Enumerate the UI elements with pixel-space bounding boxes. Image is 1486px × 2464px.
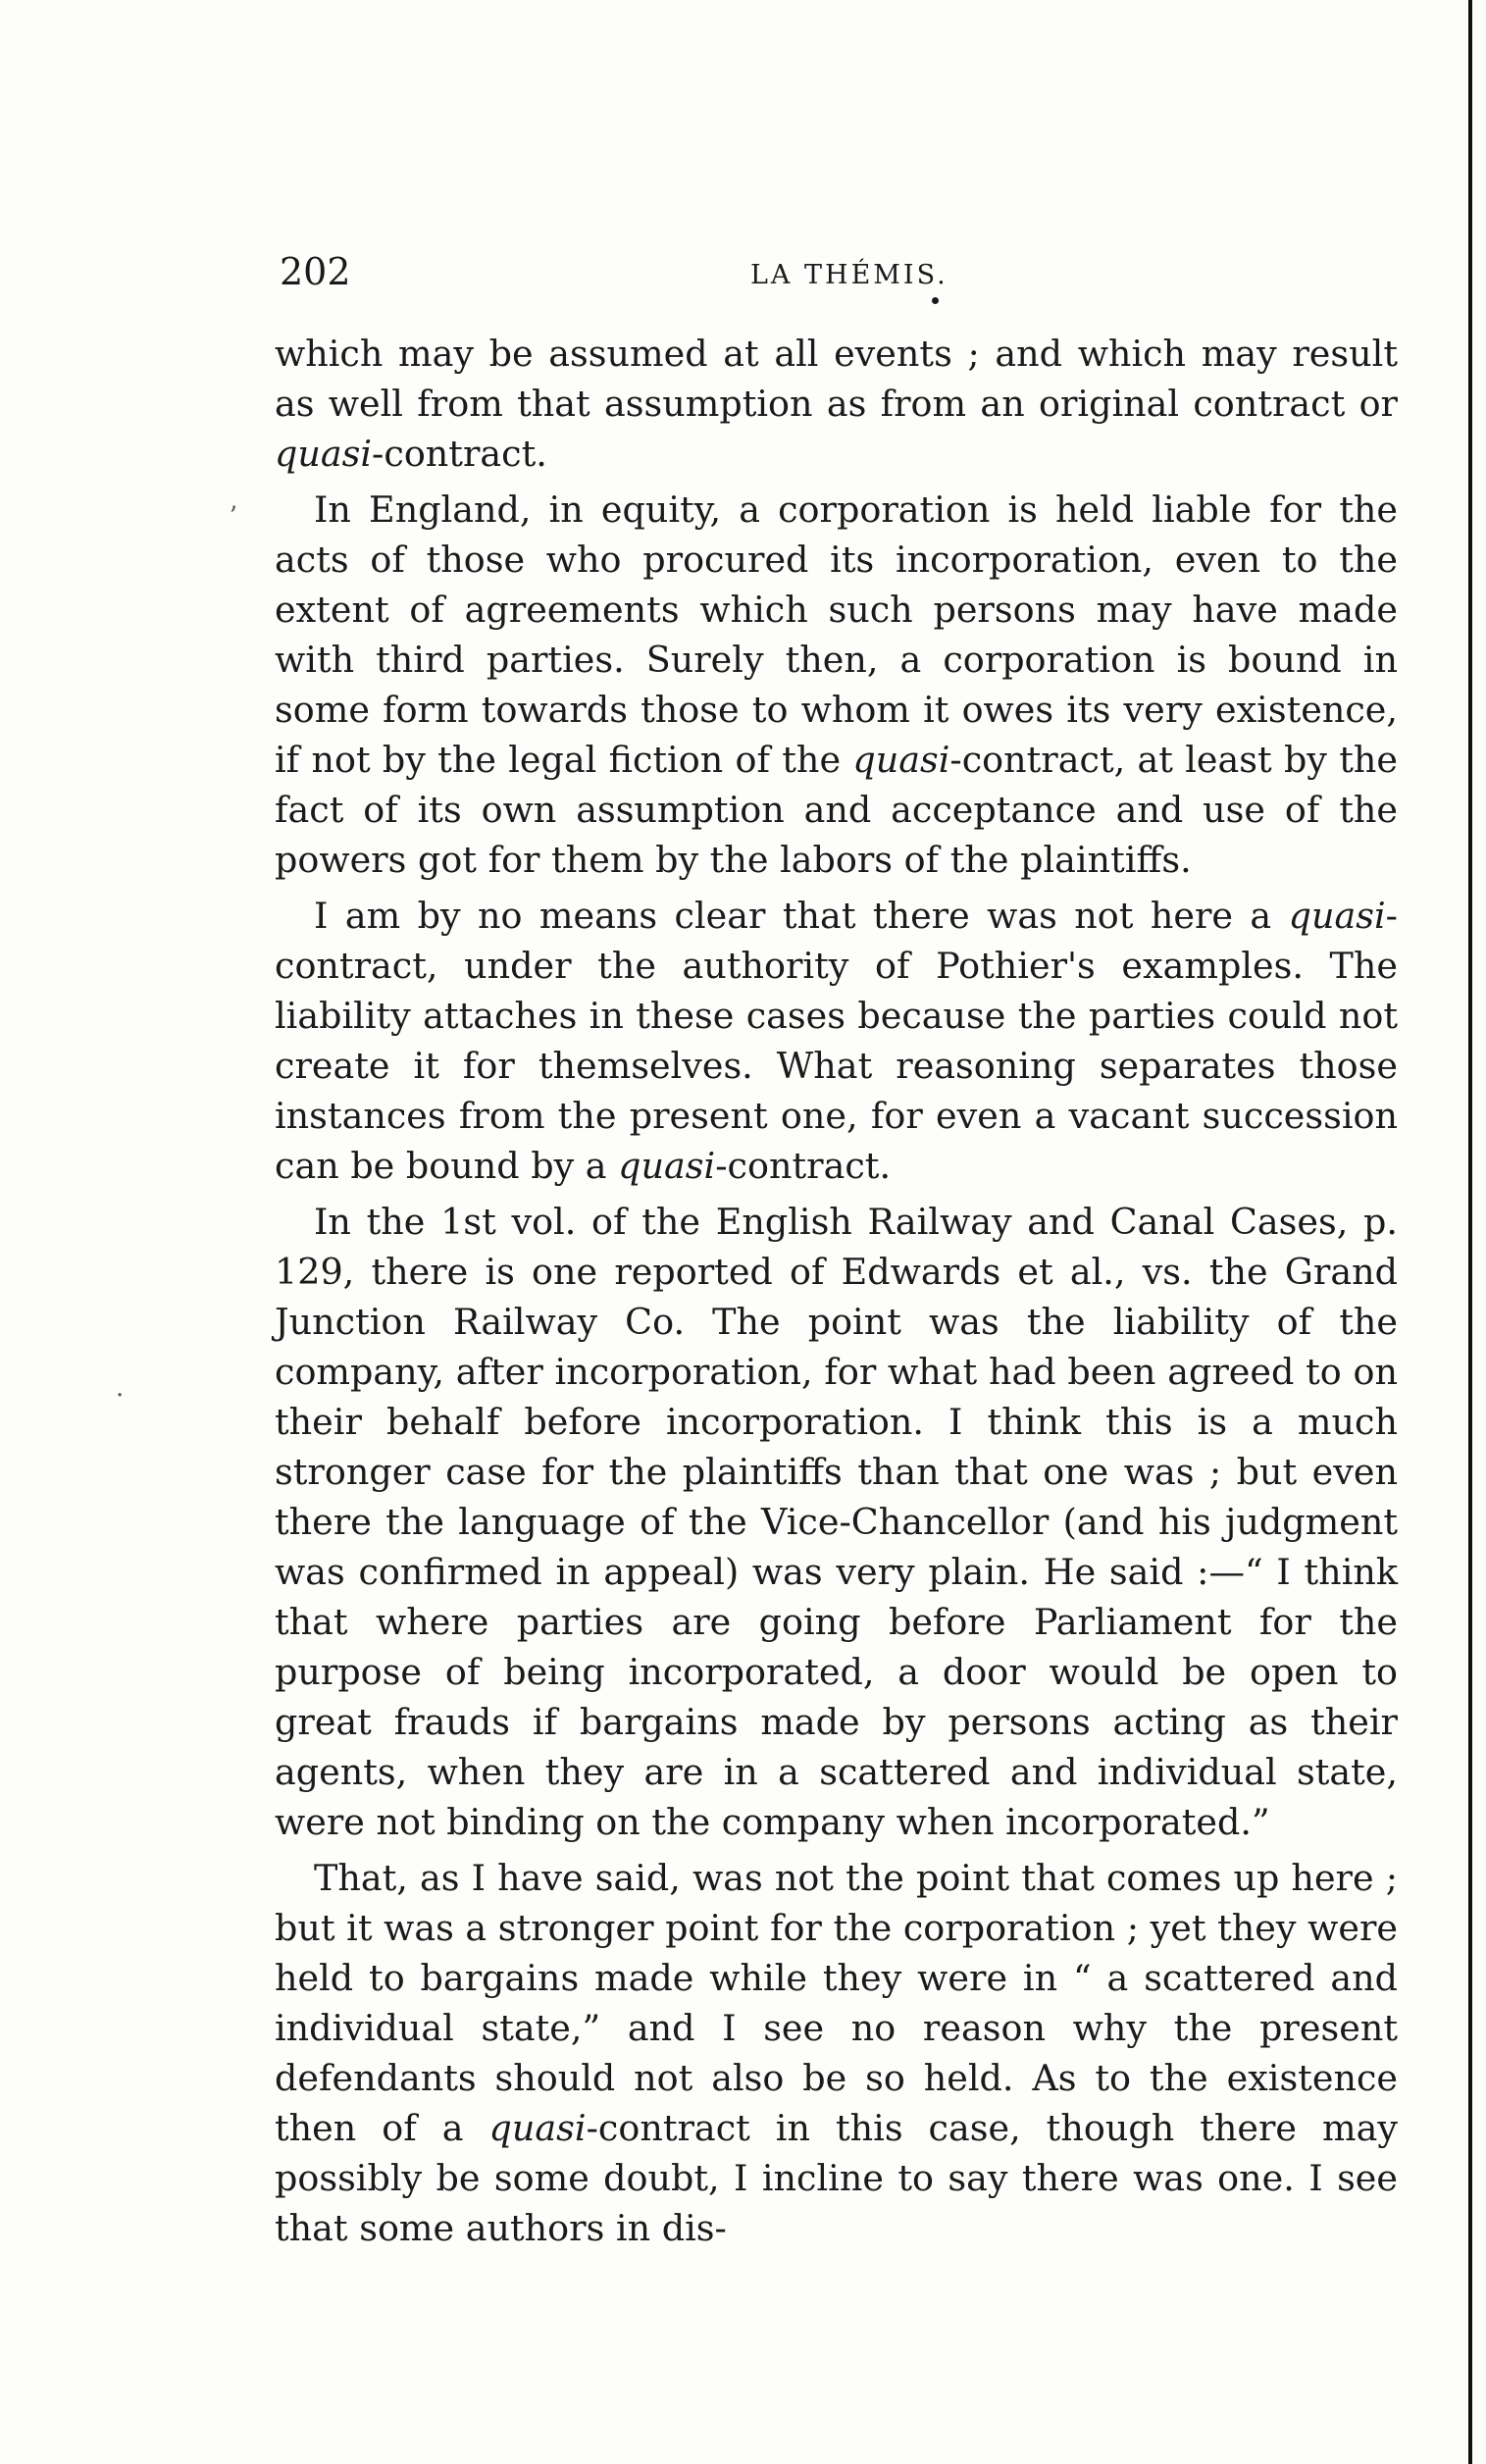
page-edge-shadow [1468,0,1472,2464]
body-text [275,329,1398,2259]
running-head: LA THÉMIS. [750,260,948,290]
margin-mark: ʼ [229,502,237,532]
paragraph-2: In England, in equity, a corporation is held liable for the acts of those who procured its incorporation, even to the extent of agreements which such persons may have made with third parties. Surely then, a corporation is bound in some form towards those to whom it owes its very existence, if not by the legal fiction of the quasi-contract, at least by the fact of its own assumption and acceptance and use of the powers got for them by the labors of the plaintiffs. [275,488,1398,881]
paragraph-5: That, as I have said, was not the point that comes up here ; but it was a stronger point for the corporation ; yet they were held to bargains made while they were in “ a scattered and individual state,” and I see no reason why the present defendants should not also be so held. As to the existence then of a quasi-contract in this case, though there may possibly be some doubt, I incline to say there was one. I see that some authors in dis- [275,1857,1398,2249]
paragraph-4: In the 1st vol. of the English Railway and Canal Cases, p. 129, there is one reported of Edwards et al., vs. the Grand Junction Railway Co. The point was the liability of the company, after incorporation, for what had been agreed to on their behalf before incorporation. I think this is a much stronger case for the plaintiffs than that one was ; but even there the language of the Vice-Chancellor (and his judgment was confirmed in appeal) was very plain. He said :—“ I think that where parties are going before Parliament for the purpose of being incorporated, a door would be open to great frauds if bargains made by persons acting as their agents, when they are in a scattered and individual state, were not binding on the company when incorporated.” [275,1201,1398,1843]
page-number: 202 [280,250,351,293]
paragraph-1: which may be assumed at all events ; and which may result as well from that assumption as from an original contract or quasi-contract. [275,333,1398,475]
header-dot [932,297,939,304]
margin-dot: · [116,1381,125,1411]
paragraph-3: I am by no means clear that there was not here a quasi-contract, under the authority of Pothier's examples. The liability attaches in these cases because the parties could not create it for themselves. What reasoning separates those instances from the present one, for even a vacant succession can be bound by a quasi-contract. [275,895,1398,1187]
page-header [280,250,1398,309]
